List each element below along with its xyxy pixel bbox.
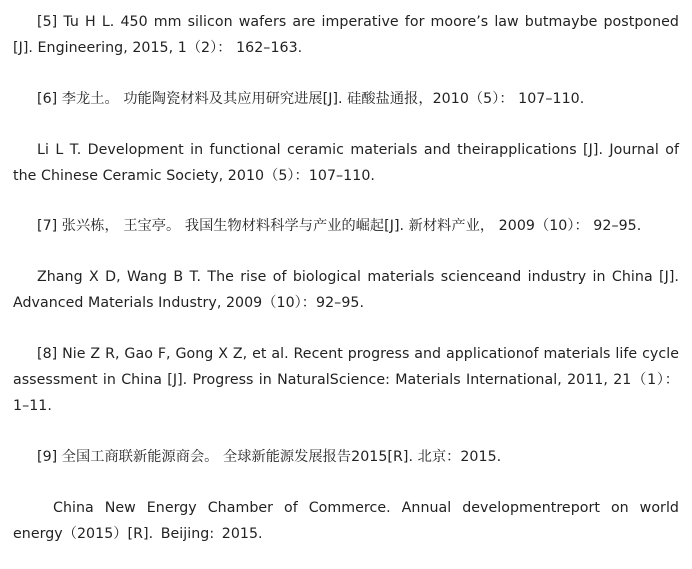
reference-9: [9] 全国工商联新能源商会。 全球新能源发展报告2015[R]. 北京：2015. (37, 449, 502, 465)
reference-6-english: Li L T. Development in functional ceramic materials and theirapplications [J]. Journal of the Chinese Ceramic Society, 2010（5）：107–110. (13, 142, 679, 184)
reference-7: [7] 张兴栋， 王宝亭。 我国生物材料科学与产业的崛起[J]. 新材料产业， 2009（10）： 92–95. (37, 218, 642, 234)
reference-8: [8] Nie Z R, Gao F, Gong X Z, et al. Recent progress and applicationof materials life cycle assessment in China [J]. Progress in NaturalScience: Materials International, 2011, 21（1）： 1–11. (13, 346, 679, 414)
reference-6: [6] 李龙土。 功能陶瓷材料及其应用研究进展[J]. 硅酸盐通报，2010（5）： 107–110. (37, 91, 585, 107)
reference-7-english: Zhang X D, Wang B T. The rise of biological materials scienceand industry in China [J]. Advanced Materials Industry, 2009（10）：92–95. (13, 269, 679, 311)
reference-9-english: China New Energy Chamber of Commerce. Annual developmentreport on world energy（2015）[R]. Beijing: 2015. (13, 500, 679, 542)
reference-5: [5] Tu H L. 450 mm silicon wafers are imperative for moore’s law butmaybe postponed [J]. Engineering, 2015, 1（2）： 162–163. (13, 14, 679, 56)
